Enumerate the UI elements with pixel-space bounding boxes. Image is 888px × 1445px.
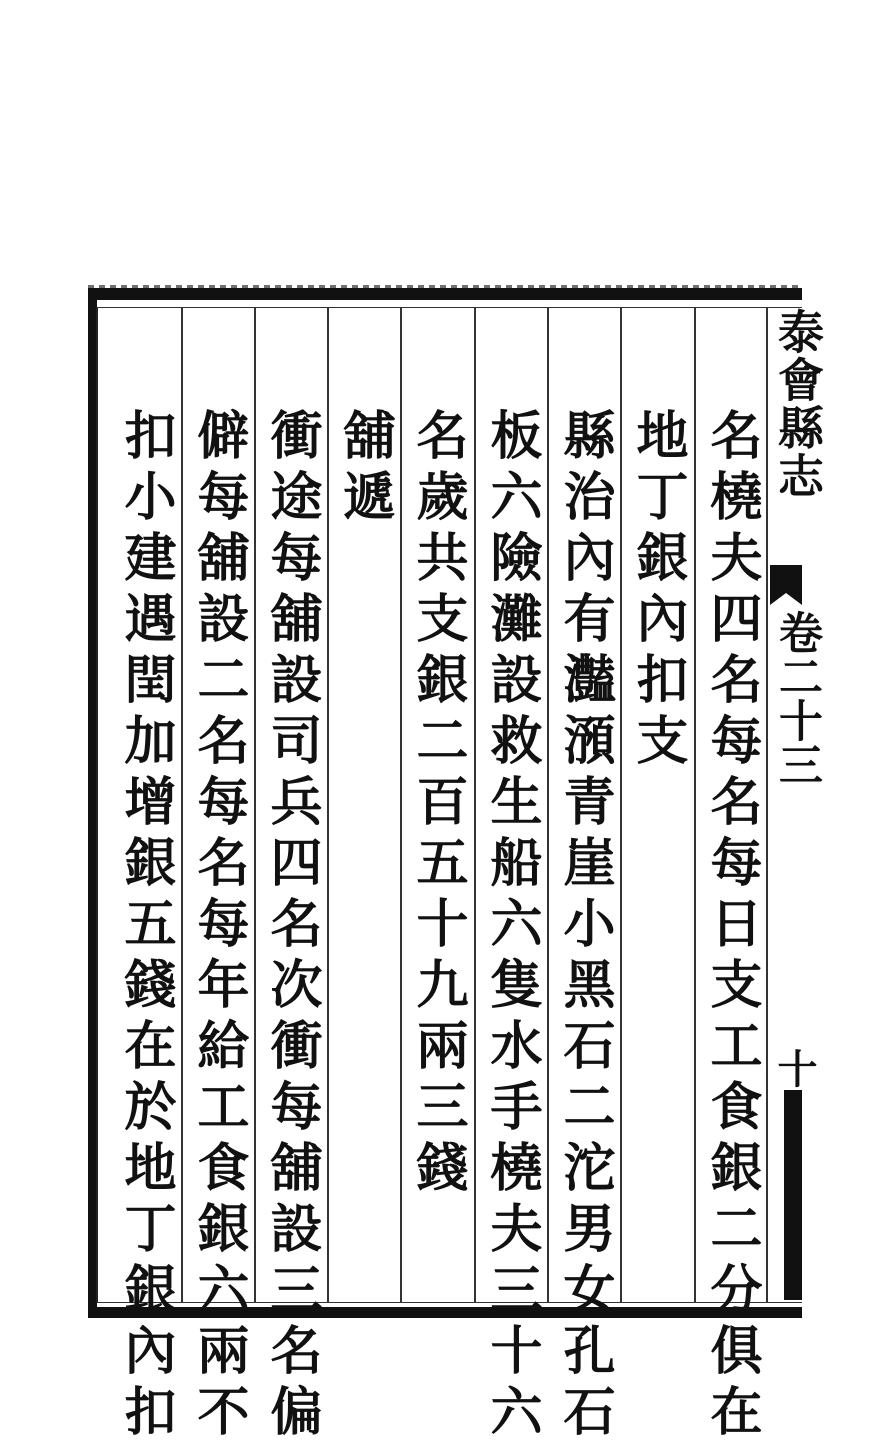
column-rule [694, 308, 696, 1302]
text-column-1: 名橈夫四名每名每日支工食銀二分俱在 [701, 408, 762, 1445]
text-column-4: 板六險灘設救生船六隻水手橈夫三十六 [481, 408, 542, 1445]
fold-title: 泰會縣志 [771, 308, 825, 500]
text-column-9: 扣小建遇閏加增銀五錢在於地丁銀內扣 [115, 408, 176, 1445]
fold-volume-label: 卷二十三 [771, 610, 822, 786]
text-column-3: 縣治內有灎澦青崖小黑石二沱男女孔石 [554, 408, 615, 1445]
text-column-7: 衝途每舖設司兵四名次衝每舖設三名偏 [261, 408, 322, 1445]
section-heading: 舖遞 [334, 408, 395, 530]
column-rule [327, 308, 329, 1302]
text-column-8: 僻每舖設二名每名每年給工食銀六兩不 [188, 408, 249, 1445]
text-column-5: 名歲共支銀二百五十九兩三錢 [407, 408, 468, 1201]
column-rule [400, 308, 402, 1302]
fold-black-bar [784, 1090, 802, 1300]
column-rule [620, 308, 622, 1302]
column-rule [181, 308, 183, 1302]
column-rule [547, 308, 549, 1302]
text-column-2: 地丁銀內扣支 [627, 408, 688, 774]
column-rule [254, 308, 256, 1302]
column-rule [474, 308, 476, 1302]
fold-page-number: 十 [771, 1048, 818, 1088]
